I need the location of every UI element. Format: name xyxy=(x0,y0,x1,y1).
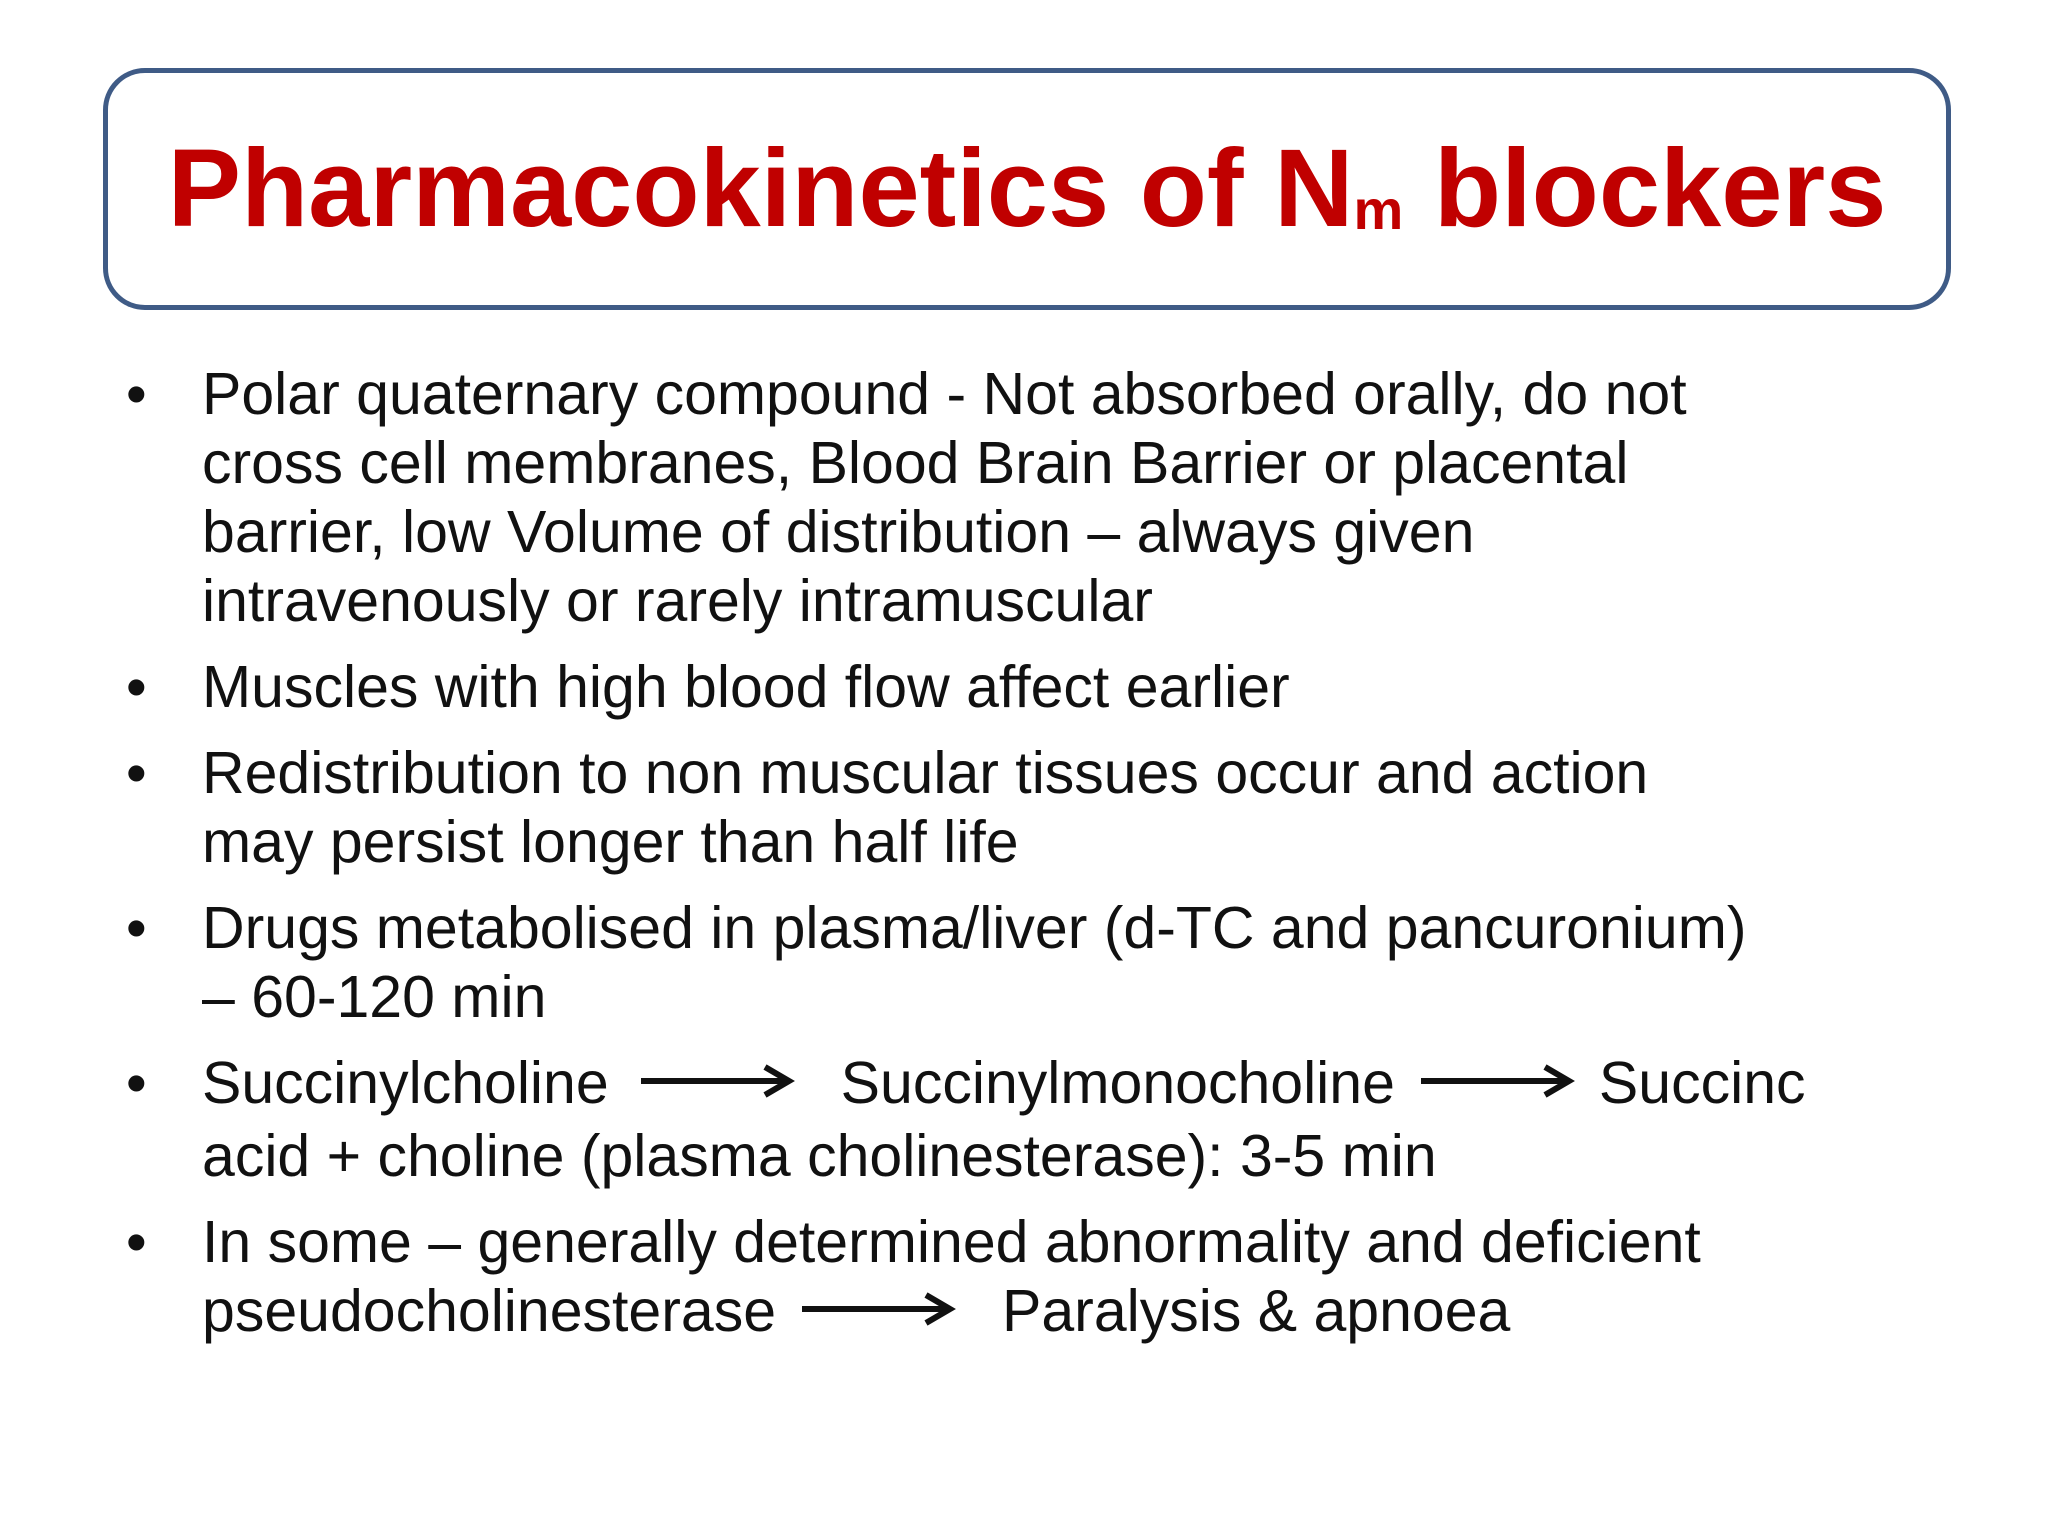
bullet-line: cross cell membranes, Blood Brain Barrier or placental xyxy=(202,430,1629,496)
bullet-text xyxy=(202,1208,1940,1350)
pathway-step-1: Succinylcholine xyxy=(202,1050,609,1116)
bullet-line: acid + choline (plasma cholinesterase): 3-5 min xyxy=(202,1122,1437,1189)
bullet-dot: • xyxy=(126,1208,147,1275)
bullet-line: Drugs metabolised in plasma/liver (d-TC and pancuronium) xyxy=(202,895,1747,961)
right-arrow-icon xyxy=(800,1275,956,1344)
bullet-line: may persist longer than half life xyxy=(202,809,1019,875)
bullet-dot: • xyxy=(126,895,147,961)
pathway-step-3: Succinc xyxy=(1598,1050,1806,1116)
bullet-dot: • xyxy=(126,654,147,720)
bullet-text xyxy=(202,739,1940,877)
pathway-step-2: Succinylmonocholine xyxy=(840,1050,1395,1116)
deficiency-effect: Paralysis & apnoea xyxy=(1002,1277,1511,1344)
bullet-line: Muscles with high blood flow affect earlier xyxy=(202,654,1290,720)
bullet-item-absorption xyxy=(120,360,1940,636)
bullet-line: intravenously or rarely intramuscular xyxy=(202,568,1153,634)
bullet-line: Polar quaternary compound - Not absorbed orally, do not xyxy=(202,361,1687,427)
right-arrow-icon xyxy=(639,1047,795,1116)
bullet-item-pseudocholinesterase xyxy=(120,1208,1940,1350)
bullet-list xyxy=(120,360,1940,1367)
title-box xyxy=(103,68,1951,310)
bullet-text xyxy=(202,1049,1940,1191)
bullet-line: barrier, low Volume of distribution – always given xyxy=(202,499,1475,565)
title-main: Pharmacokinetics of N xyxy=(167,127,1354,250)
deficiency-effect-line xyxy=(202,1277,1940,1350)
right-arrow-icon xyxy=(1419,1047,1575,1116)
bullet-line: In some – generally determined abnormality and deficient xyxy=(202,1208,1701,1275)
deficiency-cause: pseudocholinesterase xyxy=(202,1277,777,1344)
bullet-item-redistribution xyxy=(120,739,1940,877)
title-tail: blockers xyxy=(1403,127,1887,250)
bullet-dot: • xyxy=(126,1050,147,1116)
bullet-text xyxy=(202,894,1940,1032)
metabolism-pathway-line xyxy=(202,1049,1940,1122)
bullet-dot: • xyxy=(126,361,147,427)
bullet-item-succinylcholine xyxy=(120,1049,1940,1191)
bullet-line: Redistribution to non muscular tissues occur and action xyxy=(202,740,1649,806)
title-subscript: m xyxy=(1353,177,1404,241)
bullet-item-metabolism xyxy=(120,894,1940,1032)
bullet-dot: • xyxy=(126,740,147,806)
bullet-text xyxy=(202,360,1940,636)
slide-title xyxy=(167,127,1887,250)
bullet-text xyxy=(202,653,1940,722)
bullet-item-blood-flow xyxy=(120,653,1940,722)
bullet-line: – 60-120 min xyxy=(202,964,547,1030)
